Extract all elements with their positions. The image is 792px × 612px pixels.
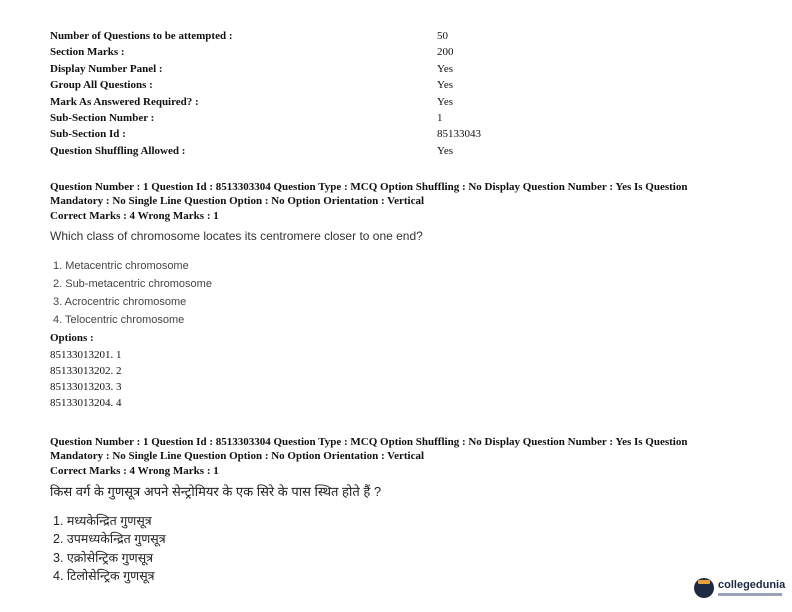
graduation-cap-icon — [694, 578, 714, 598]
info-label: Question Shuffling Allowed : — [50, 145, 186, 157]
question-marks: Correct Marks : 4 Wrong Marks : 1 — [50, 465, 219, 477]
info-label: Display Number Panel : — [50, 63, 163, 75]
question-header-line1: Question Number : 1 Question Id : 8513303304 Question Type : MCQ Option Shuffling : No Display Question Number : Yes Is Question — [50, 436, 688, 448]
choice-item: 4. Telocentric chromosome — [53, 314, 185, 326]
option-id: 85133013204. 4 — [50, 397, 122, 409]
question-text: Which class of chromosome locates its centromere closer to one end? — [50, 229, 423, 243]
info-label: Sub-Section Number : — [50, 112, 155, 124]
question-header-line1: Question Number : 1 Question Id : 8513303304 Question Type : MCQ Option Shuffling : No Display Question Number : Yes Is Question — [50, 181, 688, 193]
logo-name: collegedunia — [718, 579, 786, 591]
info-value: 50 — [437, 30, 448, 42]
logo-tagline-bar — [718, 593, 782, 596]
info-label: Mark As Answered Required? : — [50, 96, 199, 108]
choice-item: 3. एक्रोसेन्ट्रिक गुणसूत्र — [53, 551, 154, 565]
info-label: Number of Questions to be attempted : — [50, 30, 233, 42]
info-value: Yes — [437, 145, 454, 157]
choice-item: 1. Metacentric chromosome — [53, 260, 189, 272]
question-text: किस वर्ग के गुणसूत्र अपने सेन्ट्रोमियर के एक सिरे के पास स्थित होते हैं ? — [50, 484, 382, 499]
question-marks: Correct Marks : 4 Wrong Marks : 1 — [50, 210, 219, 222]
info-value: 200 — [437, 46, 454, 58]
options-title: Options : — [50, 332, 94, 344]
option-id: 85133013202. 2 — [50, 365, 122, 377]
info-value: Yes — [437, 79, 454, 91]
logo-text — [718, 580, 785, 596]
choice-item: 2. उपमध्यकेन्द्रित गुणसूत्र — [53, 532, 166, 546]
option-id: 85133013203. 3 — [50, 381, 122, 393]
question-header-line2: Mandatory : No Single Line Question Option : No Option Orientation : Vertical — [50, 195, 425, 207]
info-label: Sub-Section Id : — [50, 128, 126, 140]
option-id: 85133013201. 1 — [50, 349, 122, 361]
info-value: Yes — [437, 63, 454, 75]
info-label: Section Marks : — [50, 46, 125, 58]
info-label: Group All Questions : — [50, 79, 153, 91]
question-header-line2: Mandatory : No Single Line Question Option : No Option Orientation : Vertical — [50, 450, 425, 462]
choice-item: 4. टिलोसेन्ट्रिक गुणसूत्र — [53, 569, 155, 583]
info-value: Yes — [437, 96, 454, 108]
collegedunia-logo — [694, 578, 785, 598]
choice-item: 1. मध्यकेन्द्रित गुणसूत्र — [53, 514, 152, 528]
info-value: 85133043 — [437, 128, 481, 140]
info-value: 1 — [437, 112, 443, 124]
choice-item: 2. Sub-metacentric chromosome — [53, 278, 212, 290]
choice-item: 3. Acrocentric chromosome — [53, 296, 187, 308]
